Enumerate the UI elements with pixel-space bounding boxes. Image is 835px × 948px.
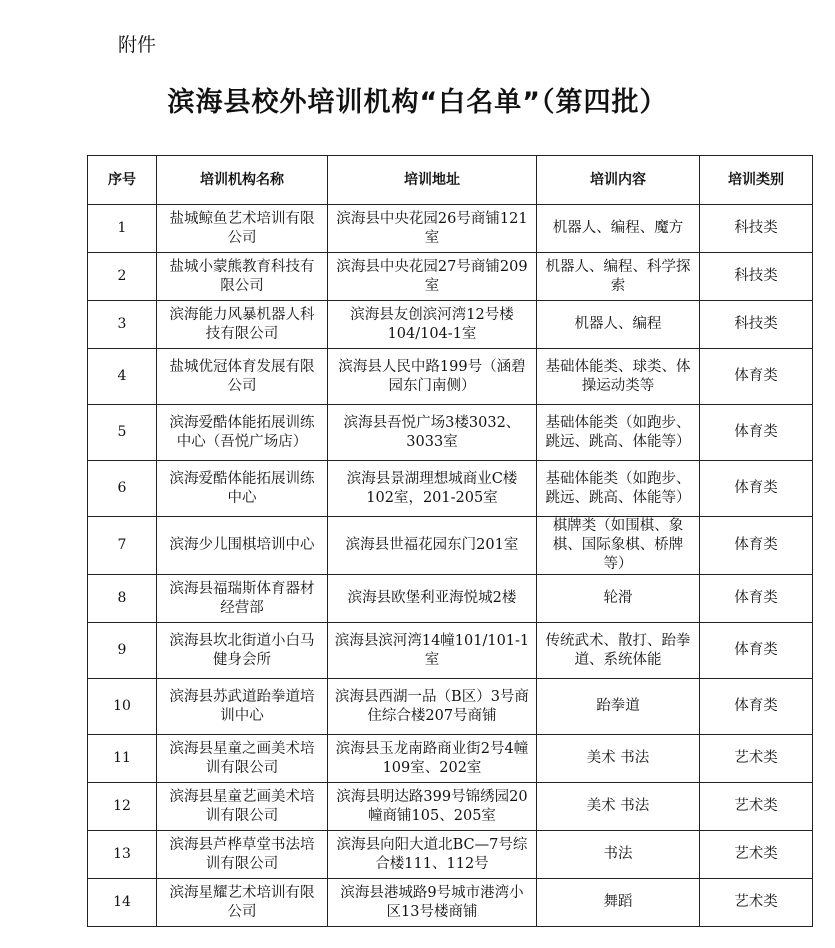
org-name: 滨海县芦桦草堂书法培训有限公司 <box>157 831 328 879</box>
address: 滨海县人民中路199号（涵碧园东门南侧） <box>328 349 537 405</box>
org-name: 滨海县坎北街道小白马健身会所 <box>157 623 328 679</box>
training-category: 艺术类 <box>700 831 813 879</box>
training-category: 体育类 <box>700 349 813 405</box>
address: 滨海县景湖理想城商业C楼102室，201-205室 <box>328 461 537 517</box>
org-name: 盐城鲸鱼艺术培训有限公司 <box>157 205 328 253</box>
org-name: 滨海县苏武道跆拳道培训中心 <box>157 679 328 735</box>
address: 滨海县玉龙南路商业街2号4幢109室、202室 <box>328 735 537 783</box>
training-category: 体育类 <box>700 575 813 623</box>
column-header-name: 培训机构名称 <box>157 156 328 205</box>
training-content: 机器人、编程 <box>537 301 700 349</box>
table-row <box>88 575 813 623</box>
table-row <box>88 461 813 517</box>
address: 滨海县向阳大道北BC—7号综合楼111、112号 <box>328 831 537 879</box>
org-name: 盐城优冠体育发展有限公司 <box>157 349 328 405</box>
table-header-row <box>88 156 813 205</box>
table-row <box>88 879 813 927</box>
training-category: 科技类 <box>700 301 813 349</box>
training-category: 体育类 <box>700 517 813 575</box>
training-content: 机器人、编程、魔方 <box>537 205 700 253</box>
row-number: 6 <box>88 461 157 517</box>
org-name: 滨海县星童之画美术培训有限公司 <box>157 735 328 783</box>
address: 滨海县友创滨河湾12号楼104/104-1室 <box>328 301 537 349</box>
training-content: 基础体能类、球类、体操运动类等 <box>537 349 700 405</box>
row-number: 8 <box>88 575 157 623</box>
row-number: 11 <box>88 735 157 783</box>
training-content: 基础体能类（如跑步、跳远、跳高、体能等） <box>537 405 700 461</box>
attachment-label: 附件 <box>118 34 157 56</box>
table-row <box>88 349 813 405</box>
training-category: 体育类 <box>700 623 813 679</box>
row-number: 1 <box>88 205 157 253</box>
training-content: 跆拳道 <box>537 679 700 735</box>
training-category: 艺术类 <box>700 879 813 927</box>
address: 滨海县世福花园东门201室 <box>328 517 537 575</box>
training-content: 传统武术、散打、跆拳道、系统体能 <box>537 623 700 679</box>
table-row <box>88 301 813 349</box>
address: 滨海县吾悦广场3楼3032、3033室 <box>328 405 537 461</box>
table-row <box>88 205 813 253</box>
training-content: 舞蹈 <box>537 879 700 927</box>
table-body <box>88 205 813 927</box>
table-row <box>88 831 813 879</box>
training-content: 美术 书法 <box>537 783 700 831</box>
row-number: 2 <box>88 253 157 301</box>
document-title: 滨海县校外培训机构“白名单”（第四批） <box>167 87 668 118</box>
table-row <box>88 253 813 301</box>
training-category: 科技类 <box>700 205 813 253</box>
row-number: 10 <box>88 679 157 735</box>
training-category: 体育类 <box>700 461 813 517</box>
table-row <box>88 517 813 575</box>
training-category: 科技类 <box>700 253 813 301</box>
column-header-content: 培训内容 <box>537 156 700 205</box>
org-name: 滨海星耀艺术培训有限公司 <box>157 879 328 927</box>
address: 滨海县滨河湾14幢101/101-1室 <box>328 623 537 679</box>
training-content: 棋牌类（如围棋、象棋、国际象棋、桥牌等） <box>537 517 700 575</box>
training-content: 轮滑 <box>537 575 700 623</box>
column-header-category: 培训类别 <box>700 156 813 205</box>
row-number: 12 <box>88 783 157 831</box>
training-category: 艺术类 <box>700 783 813 831</box>
training-category: 体育类 <box>700 405 813 461</box>
training-category: 体育类 <box>700 679 813 735</box>
row-number: 13 <box>88 831 157 879</box>
org-name: 滨海爱酷体能拓展训练中心 <box>157 461 328 517</box>
row-number: 14 <box>88 879 157 927</box>
org-name: 滨海县福瑞斯体育器材经营部 <box>157 575 328 623</box>
address: 滨海县中央花园26号商铺121室 <box>328 205 537 253</box>
row-number: 9 <box>88 623 157 679</box>
address: 滨海县西湖一品（B区）3号商住综合楼207号商铺 <box>328 679 537 735</box>
org-name: 滨海爱酷体能拓展训练中心（吾悦广场店） <box>157 405 328 461</box>
training-content: 书法 <box>537 831 700 879</box>
org-name: 盐城小蒙熊教育科技有限公司 <box>157 253 328 301</box>
training-content: 机器人、编程、科学探索 <box>537 253 700 301</box>
training-category: 艺术类 <box>700 735 813 783</box>
column-header-address: 培训地址 <box>328 156 537 205</box>
org-name: 滨海县星童艺画美术培训有限公司 <box>157 783 328 831</box>
table-row <box>88 783 813 831</box>
table-row <box>88 679 813 735</box>
training-content: 基础体能类（如跑步、跳远、跳高、体能等） <box>537 461 700 517</box>
table-row <box>88 735 813 783</box>
address: 滨海县欧堡利亚海悦城2楼 <box>328 575 537 623</box>
row-number: 5 <box>88 405 157 461</box>
org-name: 滨海少儿围棋培训中心 <box>157 517 328 575</box>
row-number: 4 <box>88 349 157 405</box>
table-row <box>88 623 813 679</box>
row-number: 7 <box>88 517 157 575</box>
address: 滨海县港城路9号城市港湾小区13号楼商铺 <box>328 879 537 927</box>
table-row <box>88 405 813 461</box>
whitelist-table <box>87 155 813 927</box>
training-content: 美术 书法 <box>537 735 700 783</box>
address: 滨海县明达路399号锦绣园20幢商铺105、205室 <box>328 783 537 831</box>
column-header-number: 序号 <box>88 156 157 205</box>
org-name: 滨海能力风暴机器人科技有限公司 <box>157 301 328 349</box>
row-number: 3 <box>88 301 157 349</box>
address: 滨海县中央花园27号商铺209室 <box>328 253 537 301</box>
